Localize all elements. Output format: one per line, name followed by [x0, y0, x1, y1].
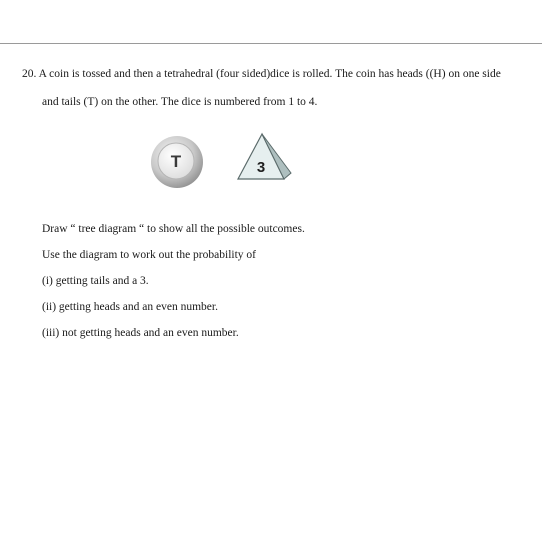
question-text-line-2: and tails (T) on the other. The dice is numbered from 1 to 4. [42, 96, 318, 108]
instruction-draw-tree: Draw “ tree diagram “ to show all the possible outcomes. [42, 223, 305, 235]
die-number: 3 [256, 159, 266, 176]
question-text-line-1: 20. A coin is tossed and then a tetrahedral (four sided)dice is rolled. The coin has heads ((H) on one side [22, 68, 501, 80]
instruction-part-i: (i) getting tails and a 3. [42, 275, 149, 287]
tetrahedral-die-image [234, 131, 294, 185]
instruction-part-iii: (iii) not getting heads and an even number. [42, 327, 239, 339]
top-divider [0, 43, 542, 44]
coin-image [149, 134, 205, 190]
instruction-probability-intro: Use the diagram to work out the probability of [42, 249, 256, 261]
coin-letter: T [170, 152, 182, 171]
instruction-part-ii: (ii) getting heads and an even number. [42, 301, 218, 313]
